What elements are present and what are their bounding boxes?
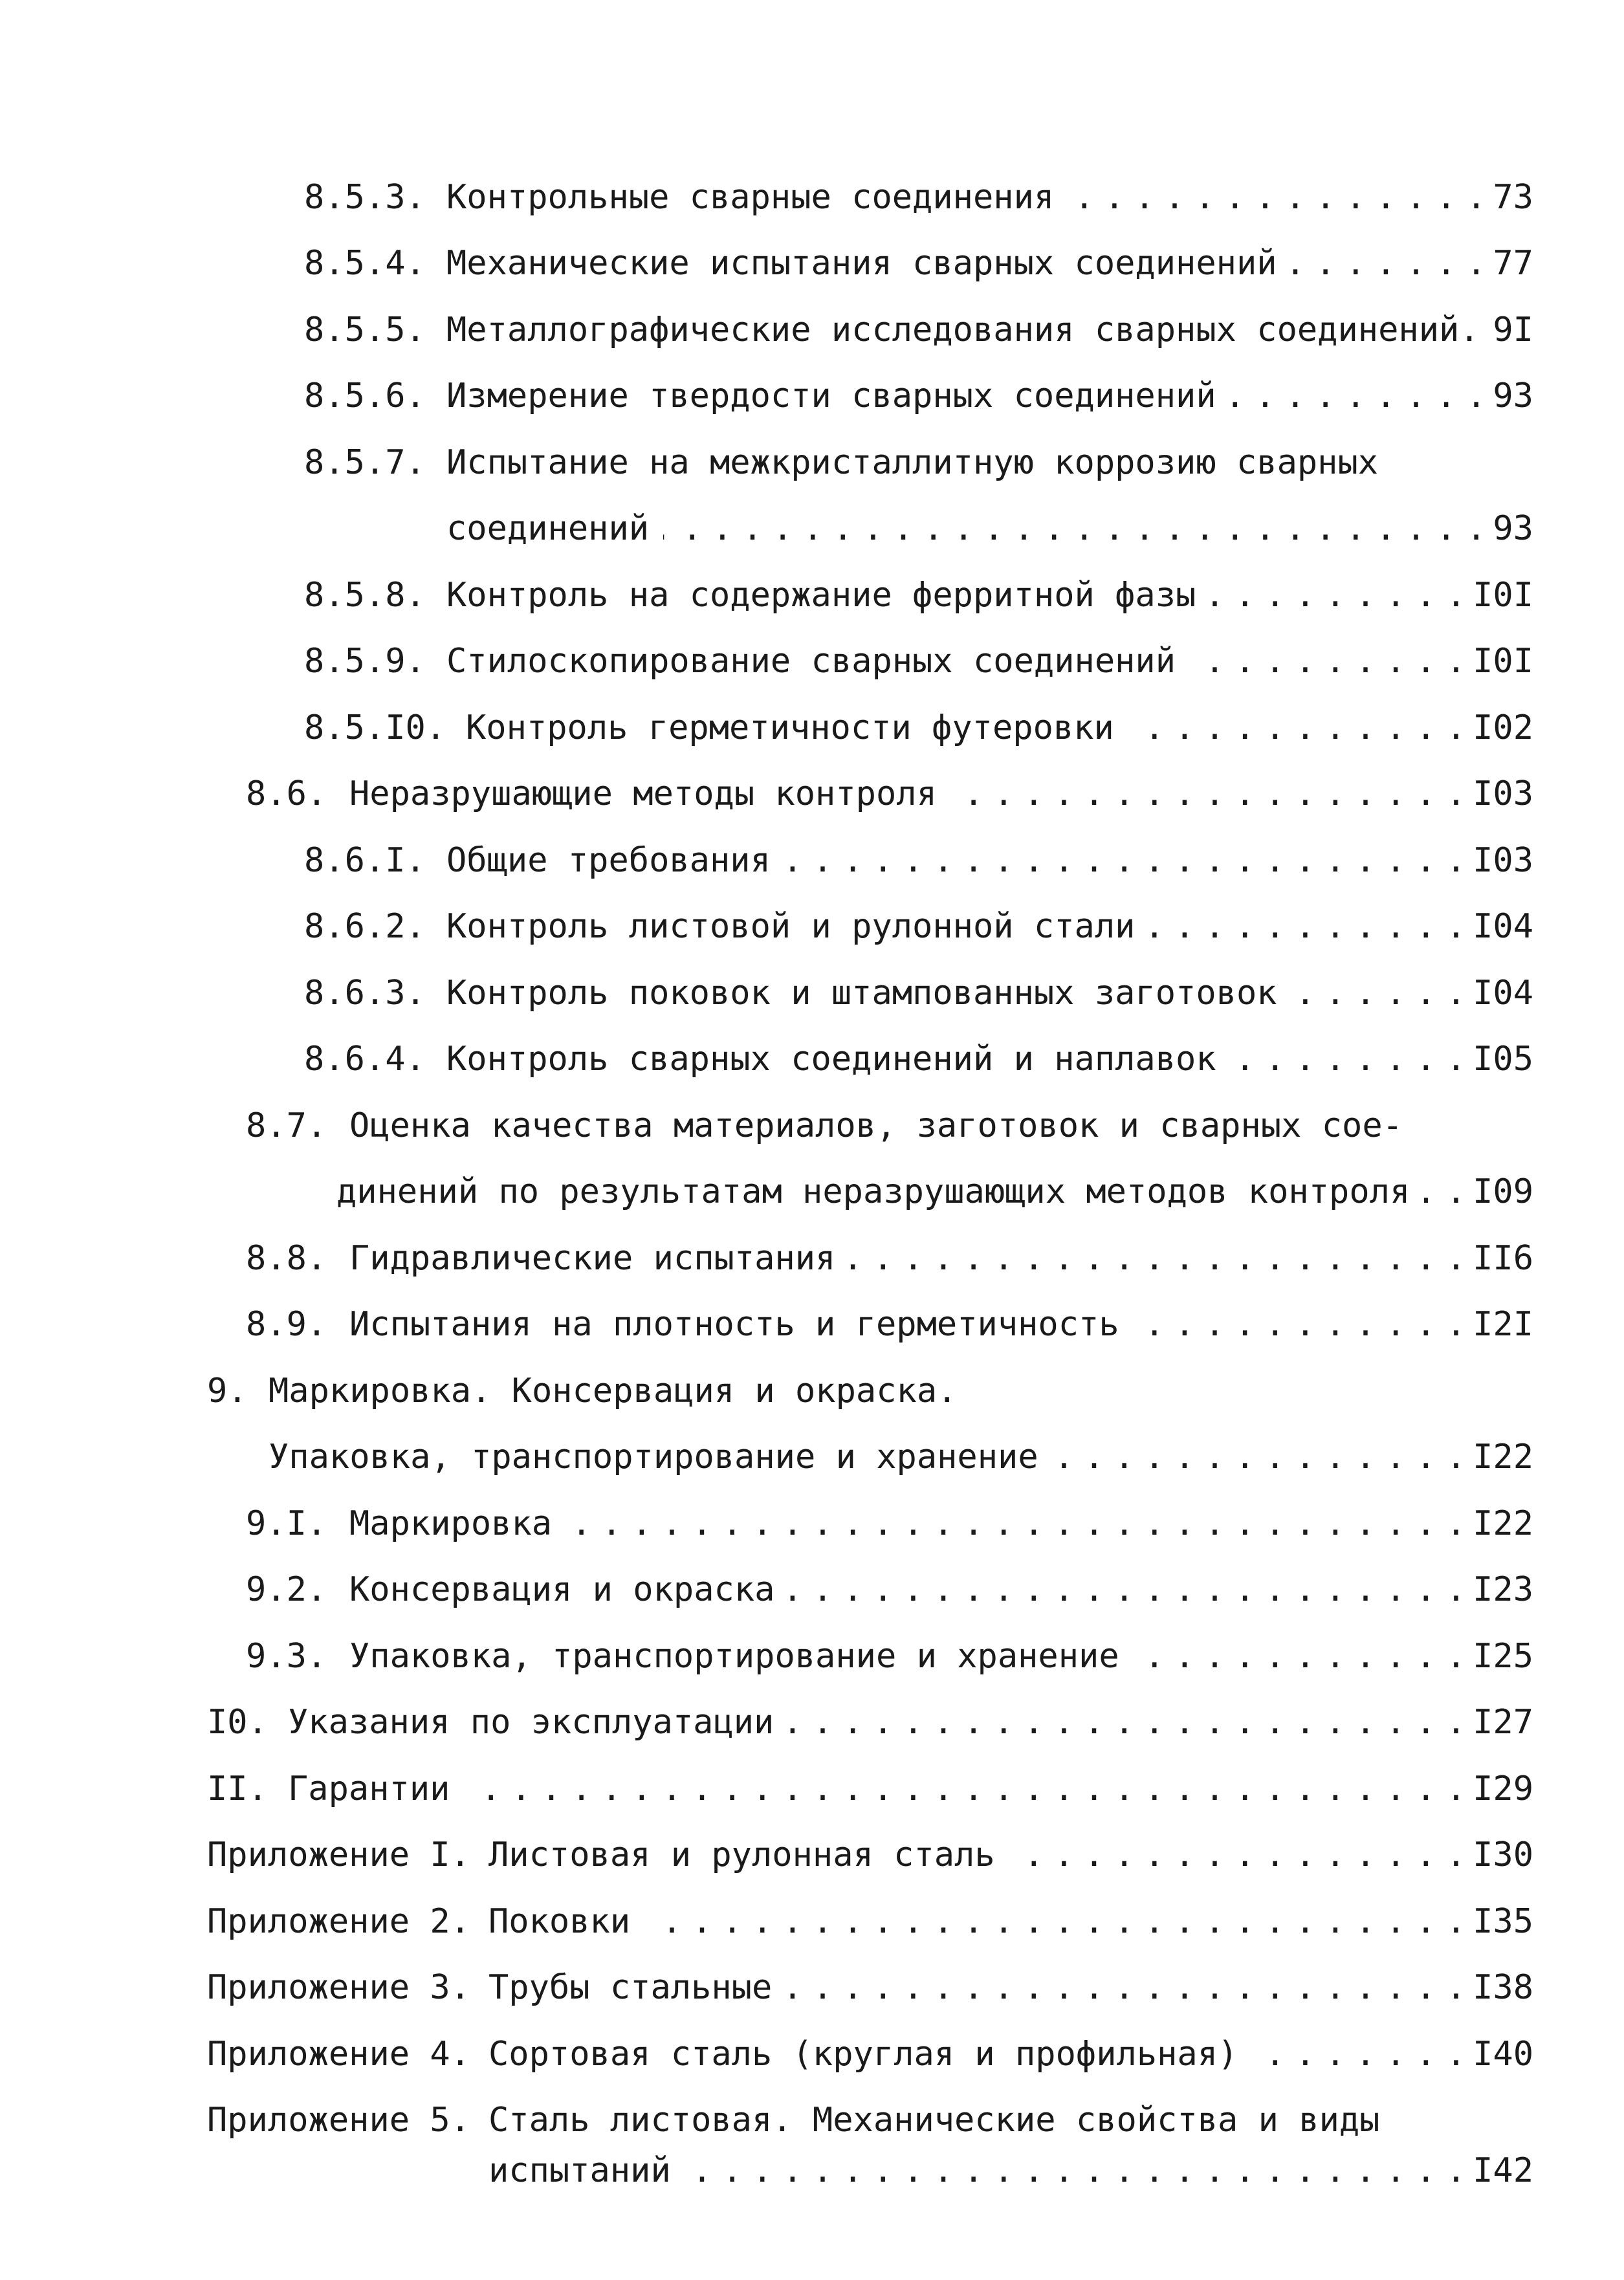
- toc-entry: [0, 1829, 1624, 1881]
- toc-entry-page: I03: [1473, 841, 1533, 880]
- toc-entry-page: I29: [1473, 1770, 1533, 1808]
- toc-entry: [0, 1763, 1624, 1815]
- toc-entry-number: I0.: [207, 1703, 268, 1742]
- toc-entry-number: II.: [207, 1770, 268, 1808]
- toc-entry-title: Контроль поковок и штампованных заготовок: [446, 974, 1277, 1013]
- toc-entry-title: Оценка качества материалов, заготовок и сварных сое-: [349, 1106, 1403, 1145]
- toc-entry-page: I22: [1473, 1504, 1533, 1543]
- toc-entry-title: испытаний: [488, 2151, 671, 2190]
- toc-entry-title: Общие требования: [446, 841, 771, 880]
- toc-entry-title: Испытания на плотность и герметичность: [349, 1305, 1119, 1344]
- toc-entry: [0, 2094, 1624, 2146]
- dot-leader: [1134, 1630, 1461, 1682]
- toc-entry-page: 93: [1493, 377, 1533, 415]
- toc-entry-title: Контроль на содержание ферритной фазы: [446, 576, 1196, 615]
- toc-entry-page: I04: [1473, 974, 1533, 1013]
- toc-entry-title: Стилоскопирование сварных соединений: [446, 642, 1176, 681]
- dot-leader: [1134, 1299, 1461, 1350]
- toc-entry-title: Контроль герметичности футеровки: [466, 708, 1114, 747]
- toc-entry-page: I22: [1473, 1438, 1533, 1476]
- toc-entry-page: I09: [1473, 1172, 1533, 1211]
- dot-leader: [644, 1896, 1461, 1947]
- toc-entry-title: Контрольные сварные соединения: [446, 178, 1055, 217]
- toc-entry-number: 8.6.2.: [304, 907, 426, 946]
- toc-entry-number: 8.8.: [246, 1239, 327, 1278]
- toc-entry-number: Приложение 5.: [207, 2101, 470, 2140]
- toc-entry-page: 9I: [1493, 311, 1533, 349]
- toc-entry-number: 8.7.: [246, 1106, 327, 1145]
- dot-leader: [1291, 237, 1482, 289]
- toc-entry: [0, 370, 1624, 422]
- toc-entry: [0, 967, 1624, 1019]
- toc-entry: [0, 503, 1624, 554]
- toc-entry-page: 93: [1493, 509, 1533, 548]
- toc-entry: [0, 2145, 1624, 2197]
- toc-entry-number: 9.I.: [246, 1504, 327, 1543]
- toc-entry-title: Гарантии: [288, 1770, 450, 1808]
- toc-entry: [0, 569, 1624, 621]
- toc-entry-title: Указания по эксплуатации: [288, 1703, 774, 1742]
- toc-entry: [0, 768, 1624, 820]
- toc-entry-page: I35: [1473, 1902, 1533, 1941]
- toc-entry-title: Механические испытания сварных соединений: [446, 244, 1277, 283]
- toc-entry: [0, 1233, 1624, 1284]
- toc-entry-page: I03: [1473, 774, 1533, 813]
- toc-entry-number: 8.5.9.: [304, 642, 426, 681]
- toc-entry-number: 8.6.: [246, 774, 327, 813]
- dot-leader: [1128, 702, 1461, 754]
- toc-entry: [0, 635, 1624, 687]
- toc-entry-number: Приложение 4.: [207, 2035, 470, 2074]
- toc-entry: [0, 1100, 1624, 1152]
- toc-entry: [0, 1564, 1624, 1616]
- toc-entry-number: 9.3.: [246, 1637, 327, 1676]
- dot-leader: [1424, 1166, 1461, 1218]
- dot-leader: [1190, 635, 1461, 687]
- dot-leader: [788, 1696, 1461, 1748]
- toc-entry-title: Поковки: [488, 1902, 631, 1941]
- dot-leader: [464, 1763, 1461, 1815]
- toc-entry-page: I0I: [1473, 576, 1533, 615]
- dot-leader: [1252, 2028, 1461, 2080]
- toc-entry-number: Приложение I.: [207, 1836, 470, 1874]
- toc-entry-title: Маркировка: [349, 1504, 553, 1543]
- toc-entry-number: 8.6.4.: [304, 1040, 426, 1079]
- toc-entry-number: 9.: [207, 1372, 248, 1410]
- dot-leader: [850, 1233, 1461, 1284]
- toc-entry-number: 8.5.4.: [304, 244, 426, 283]
- toc-entry-page: II6: [1473, 1239, 1533, 1278]
- toc-entry-title: Консервация и окраска: [349, 1570, 775, 1609]
- toc-entry: [0, 702, 1624, 754]
- dot-leader: [1149, 901, 1461, 952]
- dot-leader: [1231, 370, 1482, 422]
- toc-entry-number: 8.5.6.: [304, 377, 426, 415]
- toc-entry-number: 9.2.: [246, 1570, 327, 1609]
- toc-entry: [0, 171, 1624, 223]
- toc-entry-title: Упаковка, транспортирование и хранение: [349, 1637, 1119, 1676]
- toc-entry-number: Приложение 3.: [207, 1968, 470, 2007]
- dot-leader: [789, 1564, 1461, 1616]
- toc-entry-number: Приложение 2.: [207, 1902, 470, 1941]
- toc-entry-number: 8.5.8.: [304, 576, 426, 615]
- toc-entry-title: Неразрушающие методы контроля: [349, 774, 937, 813]
- toc-entry-number: 8.9.: [246, 1305, 327, 1344]
- toc-entry-page: I27: [1473, 1703, 1533, 1742]
- toc-entry-page: I05: [1473, 1040, 1533, 1079]
- toc-entry-page: I30: [1473, 1836, 1533, 1874]
- toc-entry: [0, 1299, 1624, 1350]
- dot-leader: [566, 1498, 1461, 1550]
- toc-entry-page: I40: [1473, 2035, 1533, 2074]
- toc-entry: [0, 1166, 1624, 1218]
- toc-entry-title: Листовая и рулонная сталь: [488, 1836, 995, 1874]
- toc-entry-page: I0I: [1473, 642, 1533, 681]
- toc-entry-title: Металлографические исследования сварных соединений.: [446, 311, 1480, 349]
- toc-entry-title: Трубы стальные: [488, 1968, 773, 2007]
- dot-leader: [1210, 569, 1461, 621]
- toc-entry-title: Гидравлические испытания: [349, 1239, 836, 1278]
- toc-entry-title: Сталь листовая. Механические свойства и виды: [488, 2101, 1380, 2140]
- toc-entry-page: 77: [1493, 244, 1533, 283]
- toc-entry-title: Контроль листовой и рулонной стали: [446, 907, 1136, 946]
- toc-entry: [0, 1498, 1624, 1550]
- toc-entry: [0, 1696, 1624, 1748]
- dot-leader: [1053, 1431, 1461, 1483]
- toc-entry-title: Контроль сварных соединений и наплавок: [446, 1040, 1216, 1079]
- toc-entry-number: 8.6.3.: [304, 974, 426, 1013]
- toc-entry-title: Испытание на межкристаллитную коррозию сварных: [446, 443, 1379, 482]
- dot-leader: [685, 2145, 1461, 2197]
- toc-entry: [0, 835, 1624, 886]
- dot-leader: [1009, 1829, 1461, 1881]
- dot-leader: [786, 1962, 1461, 2013]
- dot-leader: [785, 835, 1461, 886]
- toc-entry-page: 73: [1493, 178, 1533, 217]
- toc-entry: [0, 901, 1624, 952]
- toc-entry-title: динений по результатам неразрушающих методов контроля: [336, 1172, 1410, 1211]
- toc-entry-page: I23: [1473, 1570, 1533, 1609]
- dot-leader: [1068, 171, 1481, 223]
- dot-leader: [663, 503, 1481, 554]
- toc-entry-page: I02: [1473, 708, 1533, 747]
- toc-entry-page: I42: [1473, 2151, 1533, 2190]
- toc-entry-title: Упаковка, транспортирование и хранение: [269, 1438, 1038, 1476]
- toc-entry-title: Сортовая сталь (круглая и профильная): [488, 2035, 1238, 2074]
- toc-entry-page: I2I: [1473, 1305, 1533, 1344]
- toc-entry-number: 8.5.3.: [304, 178, 426, 217]
- toc-entry: [0, 2028, 1624, 2080]
- toc-entry: [0, 437, 1624, 488]
- toc-entry-page: I38: [1473, 1968, 1533, 2007]
- toc-entry: [0, 1962, 1624, 2013]
- toc-entry: [0, 1033, 1624, 1085]
- toc-entry: [0, 1365, 1624, 1417]
- toc-entry-number: 8.5.5.: [304, 311, 426, 349]
- toc-entry: [0, 1431, 1624, 1483]
- toc-entry-title: Маркировка. Консервация и окраска.: [269, 1372, 958, 1410]
- toc-entry: [0, 304, 1624, 356]
- toc-entry: [0, 237, 1624, 289]
- toc-entry: [0, 1896, 1624, 1947]
- toc-entry-number: 8.5.I0.: [304, 708, 446, 747]
- dot-leader: [1231, 1033, 1461, 1085]
- dot-leader: [951, 768, 1461, 820]
- toc-entry-number: 8.6.I.: [304, 841, 426, 880]
- toc-entry-title: Измерение твердости сварных соединений: [446, 377, 1216, 415]
- dot-leader: [1291, 967, 1462, 1019]
- toc-entry-number: 8.5.7.: [304, 443, 426, 482]
- toc-entry-title: соединений: [446, 509, 650, 548]
- toc-entry: [0, 1630, 1624, 1682]
- toc-entry-page: I25: [1473, 1637, 1533, 1676]
- toc-entry-page: I04: [1473, 907, 1533, 946]
